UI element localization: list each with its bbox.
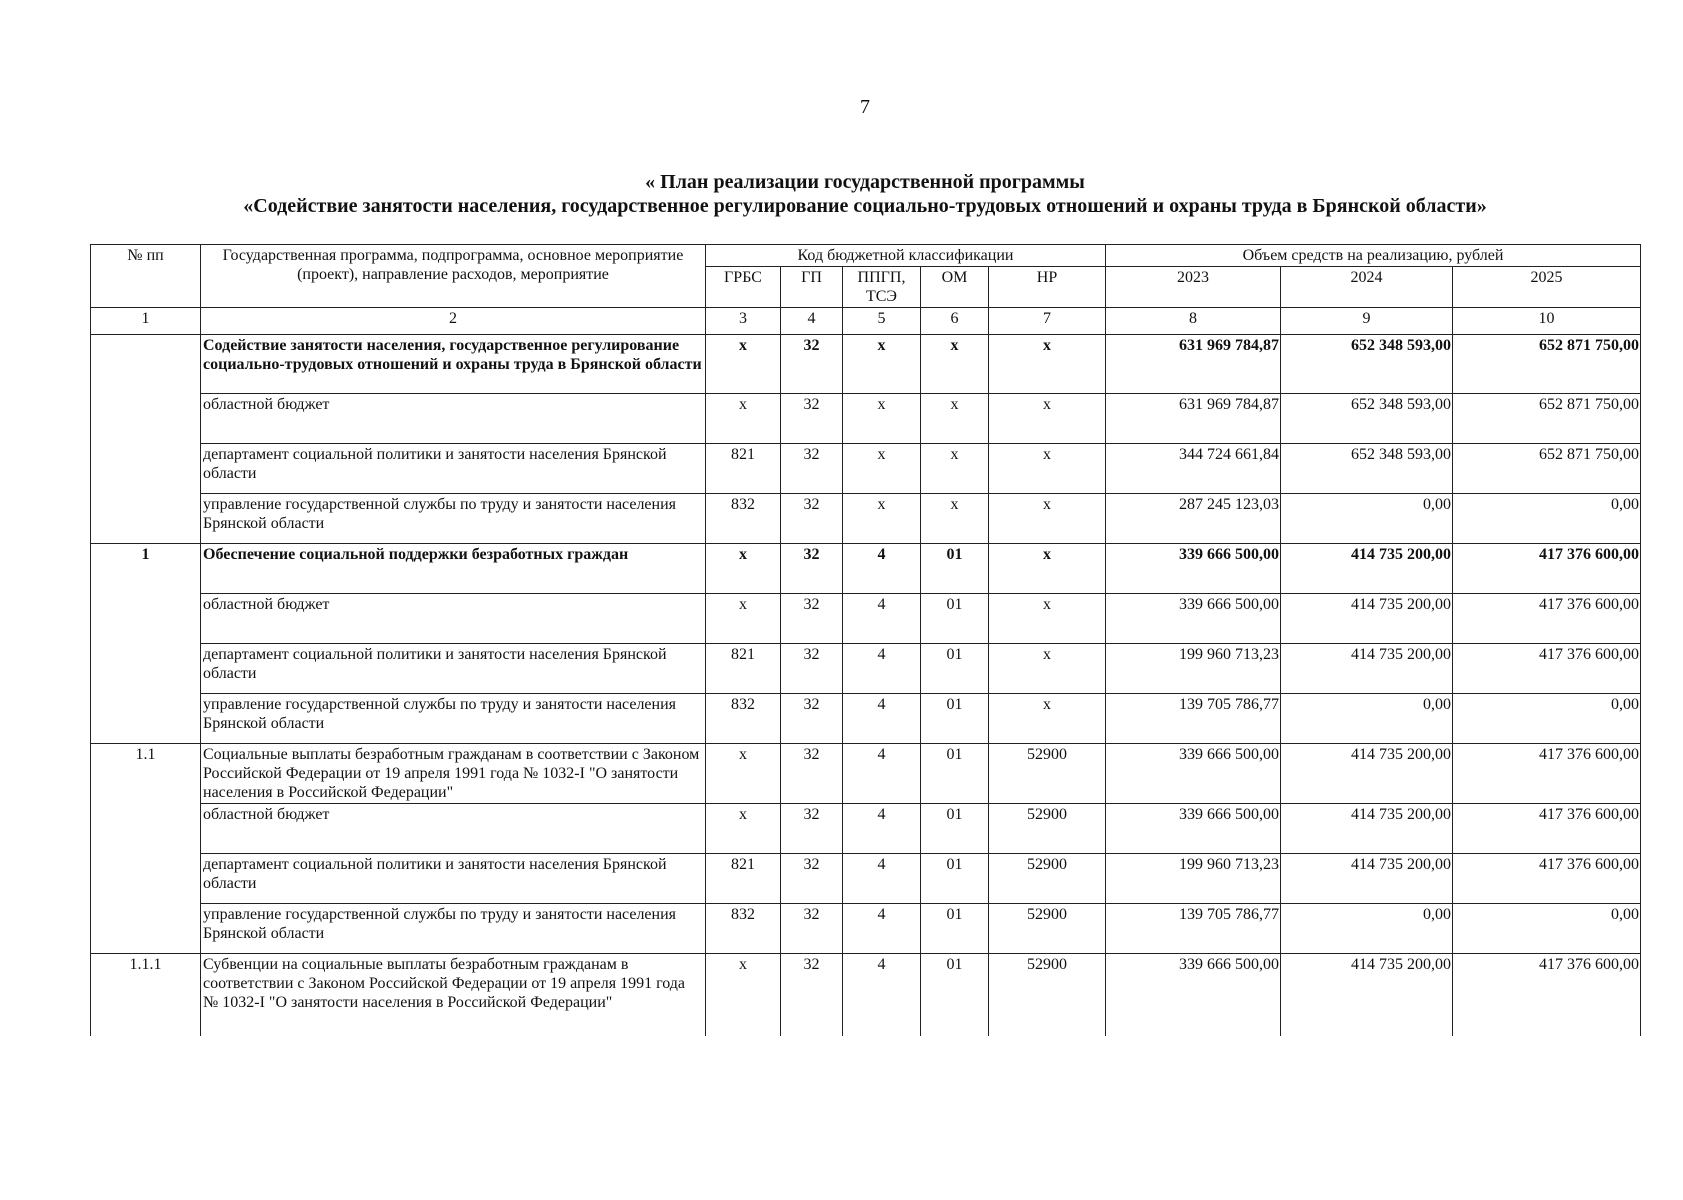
implementation-plan-table <box>90 244 1641 1036</box>
row-name: областной бюджет <box>201 594 706 644</box>
row-2023: 339 666 500,00 <box>1106 544 1281 594</box>
row-num <box>91 854 201 904</box>
row-gp: 32 <box>781 444 843 494</box>
row-name: департамент социальной политики и занятости населения Брянской области <box>201 854 706 904</box>
row-2025: 652 871 750,00 <box>1453 335 1641 394</box>
row-grbs: x <box>706 804 781 854</box>
row-om: 01 <box>921 954 989 1036</box>
row-om: 01 <box>921 544 989 594</box>
row-2024: 414 735 200,00 <box>1281 744 1453 804</box>
table-row <box>91 694 1641 744</box>
row-2024: 414 735 200,00 <box>1281 644 1453 694</box>
row-om: 01 <box>921 594 989 644</box>
row-2025: 417 376 600,00 <box>1453 954 1641 1036</box>
table-row <box>91 954 1641 1036</box>
row-2024: 652 348 593,00 <box>1281 394 1453 444</box>
program-title: «Содействие занятости населения, государственное регулирование социально-трудовых отношений и охраны труда в Брянской области» <box>243 195 1487 217</box>
row-ppgp: x <box>843 335 921 394</box>
row-grbs: x <box>706 544 781 594</box>
row-grbs: x <box>706 744 781 804</box>
row-om: 01 <box>921 804 989 854</box>
row-num <box>91 804 201 854</box>
row-nr: 52900 <box>989 954 1106 1036</box>
row-om: x <box>921 335 989 394</box>
row-name: управление государственной службы по труду и занятости населения Брянской области <box>201 694 706 744</box>
row-gp: 32 <box>781 335 843 394</box>
header-nr: НР <box>989 267 1106 308</box>
row-2024: 0,00 <box>1281 904 1453 954</box>
column-index: 6 <box>921 308 989 335</box>
row-gp: 32 <box>781 904 843 954</box>
row-name: Обеспечение социальной поддержки безработных граждан <box>201 544 706 594</box>
row-om: 01 <box>921 644 989 694</box>
row-name: Субвенции на социальные выплаты безработным гражданам в соответствии с Законом Российской Федерации от 19 апреля 1991 года № 1032-I "О занятости населения в Российской Федерации" <box>201 954 706 1036</box>
row-om: 01 <box>921 854 989 904</box>
row-2023: 199 960 713,23 <box>1106 854 1281 904</box>
row-2025: 652 871 750,00 <box>1453 444 1641 494</box>
row-2023: 631 969 784,87 <box>1106 394 1281 444</box>
row-gp: 32 <box>781 694 843 744</box>
row-name: Содействие занятости населения, государственное регулирование социально-трудовых отношений и охраны труда в Брянской области <box>201 335 706 394</box>
row-om: x <box>921 444 989 494</box>
row-2024: 0,00 <box>1281 494 1453 544</box>
row-num <box>91 494 201 544</box>
header-2023: 2023 <box>1106 267 1281 308</box>
table-row <box>91 744 1641 804</box>
row-nr: x <box>989 394 1106 444</box>
row-ppgp: 4 <box>843 954 921 1036</box>
column-index: 7 <box>989 308 1106 335</box>
row-grbs: 821 <box>706 444 781 494</box>
row-2023: 344 724 661,84 <box>1106 444 1281 494</box>
row-2024: 414 735 200,00 <box>1281 544 1453 594</box>
row-num <box>91 904 201 954</box>
row-gp: 32 <box>781 594 843 644</box>
row-om: x <box>921 394 989 444</box>
row-grbs: x <box>706 594 781 644</box>
row-2023: 139 705 786,77 <box>1106 904 1281 954</box>
row-ppgp: 4 <box>843 694 921 744</box>
row-grbs: 832 <box>706 694 781 744</box>
row-gp: 32 <box>781 954 843 1036</box>
row-num <box>91 394 201 444</box>
table-row <box>91 644 1641 694</box>
row-om: 01 <box>921 744 989 804</box>
row-2025: 417 376 600,00 <box>1453 644 1641 694</box>
column-index: 1 <box>91 308 201 335</box>
row-2024: 414 735 200,00 <box>1281 854 1453 904</box>
header-om: ОМ <box>921 267 989 308</box>
row-gp: 32 <box>781 544 843 594</box>
header-2025: 2025 <box>1453 267 1641 308</box>
row-nr: x <box>989 444 1106 494</box>
row-ppgp: 4 <box>843 854 921 904</box>
row-gp: 32 <box>781 394 843 444</box>
row-2023: 139 705 786,77 <box>1106 694 1281 744</box>
row-ppgp: 4 <box>843 594 921 644</box>
header-num: № пп <box>91 245 201 308</box>
row-2023: 339 666 500,00 <box>1106 954 1281 1036</box>
row-ppgp: x <box>843 444 921 494</box>
row-name: Социальные выплаты безработным гражданам в соответствии с Законом Российской Федерации от 19 апреля 1991 года № 1032-I "О занятости населения в Российской Федерации" <box>201 744 706 804</box>
row-gp: 32 <box>781 804 843 854</box>
header-volume: Объем средств на реализацию, рублей <box>1106 245 1641 267</box>
row-num: 1.1.1 <box>91 954 201 1036</box>
table-row <box>91 544 1641 594</box>
row-num <box>91 644 201 694</box>
column-index: 5 <box>843 308 921 335</box>
row-2023: 199 960 713,23 <box>1106 644 1281 694</box>
row-name: управление государственной службы по труду и занятости населения Брянской области <box>201 904 706 954</box>
row-nr: 52900 <box>989 904 1106 954</box>
row-name: областной бюджет <box>201 394 706 444</box>
header-gp: ГП <box>781 267 843 308</box>
row-gp: 32 <box>781 644 843 694</box>
row-gp: 32 <box>781 744 843 804</box>
row-nr: x <box>989 544 1106 594</box>
table-row <box>91 335 1641 394</box>
column-index: 2 <box>201 308 706 335</box>
table-row <box>91 494 1641 544</box>
row-grbs: x <box>706 954 781 1036</box>
row-gp: 32 <box>781 854 843 904</box>
table-row <box>91 594 1641 644</box>
row-num: 1.1 <box>91 744 201 804</box>
table-row <box>91 904 1641 954</box>
row-2024: 414 735 200,00 <box>1281 594 1453 644</box>
row-grbs: 832 <box>706 904 781 954</box>
row-name: управление государственной службы по труду и занятости населения Брянской области <box>201 494 706 544</box>
header-kbk: Код бюджетной классификации <box>706 245 1106 267</box>
row-nr: x <box>989 494 1106 544</box>
row-nr: x <box>989 335 1106 394</box>
row-num: 1 <box>91 544 201 594</box>
row-2025: 417 376 600,00 <box>1453 594 1641 644</box>
row-ppgp: 4 <box>843 904 921 954</box>
row-gp: 32 <box>781 494 843 544</box>
row-grbs: 821 <box>706 854 781 904</box>
page-number: 7 <box>860 96 870 118</box>
table-row <box>91 804 1641 854</box>
row-nr: x <box>989 594 1106 644</box>
header-program: Государственная программа, подпрограмма, основное мероприятие (проект), направление расходов, мероприятие <box>201 245 706 308</box>
row-2025: 0,00 <box>1453 494 1641 544</box>
table-row <box>91 444 1641 494</box>
row-grbs: x <box>706 394 781 444</box>
row-name: областной бюджет <box>201 804 706 854</box>
row-2025: 417 376 600,00 <box>1453 804 1641 854</box>
row-2023: 339 666 500,00 <box>1106 804 1281 854</box>
row-om: x <box>921 494 989 544</box>
row-2023: 631 969 784,87 <box>1106 335 1281 394</box>
row-2025: 417 376 600,00 <box>1453 544 1641 594</box>
row-2025: 0,00 <box>1453 904 1641 954</box>
row-name: департамент социальной политики и занятости населения Брянской области <box>201 644 706 694</box>
row-name: департамент социальной политики и занятости населения Брянской области <box>201 444 706 494</box>
document-title: « План реализации государственной программы <box>645 171 1085 193</box>
table-row <box>91 394 1641 444</box>
row-grbs: 821 <box>706 644 781 694</box>
row-om: 01 <box>921 904 989 954</box>
row-num <box>91 594 201 644</box>
row-num <box>91 694 201 744</box>
row-nr: 52900 <box>989 744 1106 804</box>
row-ppgp: x <box>843 394 921 444</box>
row-num <box>91 335 201 394</box>
row-2024: 652 348 593,00 <box>1281 335 1453 394</box>
row-num <box>91 444 201 494</box>
column-index: 8 <box>1106 308 1281 335</box>
column-index: 10 <box>1453 308 1641 335</box>
row-2025: 652 871 750,00 <box>1453 394 1641 444</box>
row-nr: 52900 <box>989 804 1106 854</box>
column-index: 4 <box>781 308 843 335</box>
row-2023: 287 245 123,03 <box>1106 494 1281 544</box>
row-ppgp: 4 <box>843 744 921 804</box>
row-ppgp: 4 <box>843 644 921 694</box>
table-row <box>91 854 1641 904</box>
row-ppgp: 4 <box>843 804 921 854</box>
row-2024: 414 735 200,00 <box>1281 804 1453 854</box>
row-2024: 0,00 <box>1281 694 1453 744</box>
column-index: 9 <box>1281 308 1453 335</box>
header-ppgp: ППГП, ТСЭ <box>843 267 921 308</box>
header-2024: 2024 <box>1281 267 1453 308</box>
column-index: 3 <box>706 308 781 335</box>
row-nr: 52900 <box>989 854 1106 904</box>
row-2023: 339 666 500,00 <box>1106 744 1281 804</box>
row-2025: 417 376 600,00 <box>1453 854 1641 904</box>
row-om: 01 <box>921 694 989 744</box>
row-2025: 0,00 <box>1453 694 1641 744</box>
row-2024: 652 348 593,00 <box>1281 444 1453 494</box>
row-2025: 417 376 600,00 <box>1453 744 1641 804</box>
row-grbs: 832 <box>706 494 781 544</box>
row-ppgp: 4 <box>843 544 921 594</box>
row-nr: x <box>989 694 1106 744</box>
row-ppgp: x <box>843 494 921 544</box>
column-index-row <box>91 308 1641 335</box>
row-2023: 339 666 500,00 <box>1106 594 1281 644</box>
header-grbs: ГРБС <box>706 267 781 308</box>
row-nr: x <box>989 644 1106 694</box>
row-2024: 414 735 200,00 <box>1281 954 1453 1036</box>
row-grbs: x <box>706 335 781 394</box>
